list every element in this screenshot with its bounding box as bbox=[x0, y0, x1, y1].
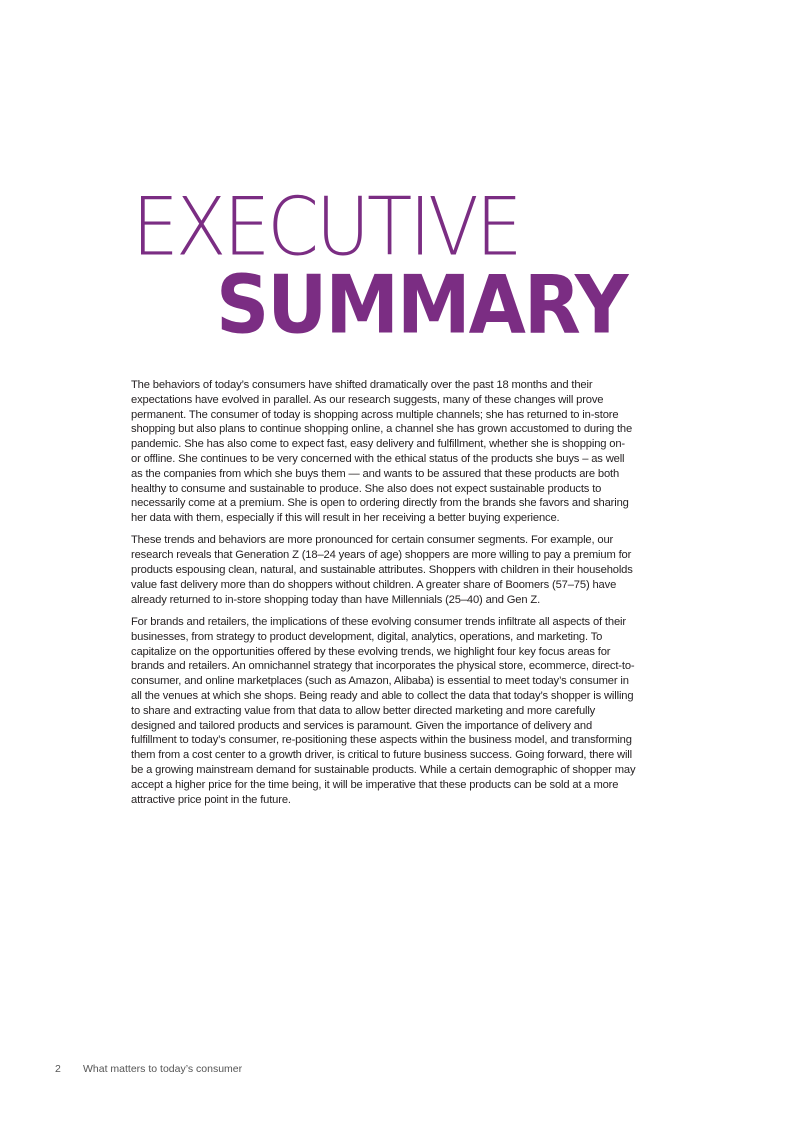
paragraph-consumer-segments: These trends and behaviors are more pronounced for certain consumer segments. For example, our research reveals that Generation Z (18–24 years of age) shoppers are more willing to pay a premium for products espousing clean, natural, and sustainable attributes. Shoppers with children in their households value fast delivery more than do shoppers without children. A greater share of Boomers (57–75) have already returned to in-store shopping today than have Millennials (25–40) and Gen Z. bbox=[131, 534, 633, 606]
title-line-executive: EXECUTIVE bbox=[132, 181, 520, 274]
page-number: 2 bbox=[55, 1063, 61, 1075]
paragraph-implications: For brands and retailers, the implications of these evolving consumer trends infiltrate all aspects of their businesses, from strategy to product development, digital, analytics, operations, and marketing. To capitalize on the opportunities offered by these evolving trends, we highlight four key focus areas for brands and retailers. An omnichannel strategy that incorporates the physical store, ecommerce, direct-to-consumer, and online marketplaces (such as Amazon, Alibaba) is essential to meet today’s consumer in all the venues at which she shops. Being ready and able to collect the data that today’s shopper is willing to share and extracting value from that data to allow better directed marketing and more carefully designed and tailored products and services is paramount. Given the importance of delivery and fulfillment to today’s consumer, re-positioning these aspects within the business model, and transforming them from a cost center to a growth driver, is critical to future business success. Going forward, there will be a growing mainstream demand for sustainable products. While a certain demographic of shopper may accept a higher price for the time being, it will be imperative that these products can be sold at a more attractive price point in the future. bbox=[131, 615, 636, 806]
paragraph-consumer-behaviors: The behaviors of today’s consumers have shifted dramatically over the past 18 months and their expectations have evolved in parallel. As our research suggests, many of these changes will prove permanent. The consumer of today is shopping across multiple channels; she has returned to in-store shopping but also plans to continue shopping online, a channel she has grown accustomed to during the pandemic. She has also come to expect fast, easy delivery and fulfillment, whether she is shopping on- or offline. She continues to be very concerned with the ethical status of the products she buys – as well as the companies from which she buys them — and wants to be assured that these products are both healthy to consume and sustainable to produce. She also does not expect sustainable products to necessarily come at a premium. She is open to ordering directly from the brands she favors and sharing her data with them, especially if this will result in her receiving a better buying experience. bbox=[131, 379, 633, 525]
title-line-summary: SUMMARY bbox=[216, 259, 627, 352]
publication-title: What matters to today’s consumer bbox=[83, 1063, 243, 1075]
page-footer bbox=[55, 1063, 242, 1075]
executive-summary-body bbox=[131, 378, 636, 815]
